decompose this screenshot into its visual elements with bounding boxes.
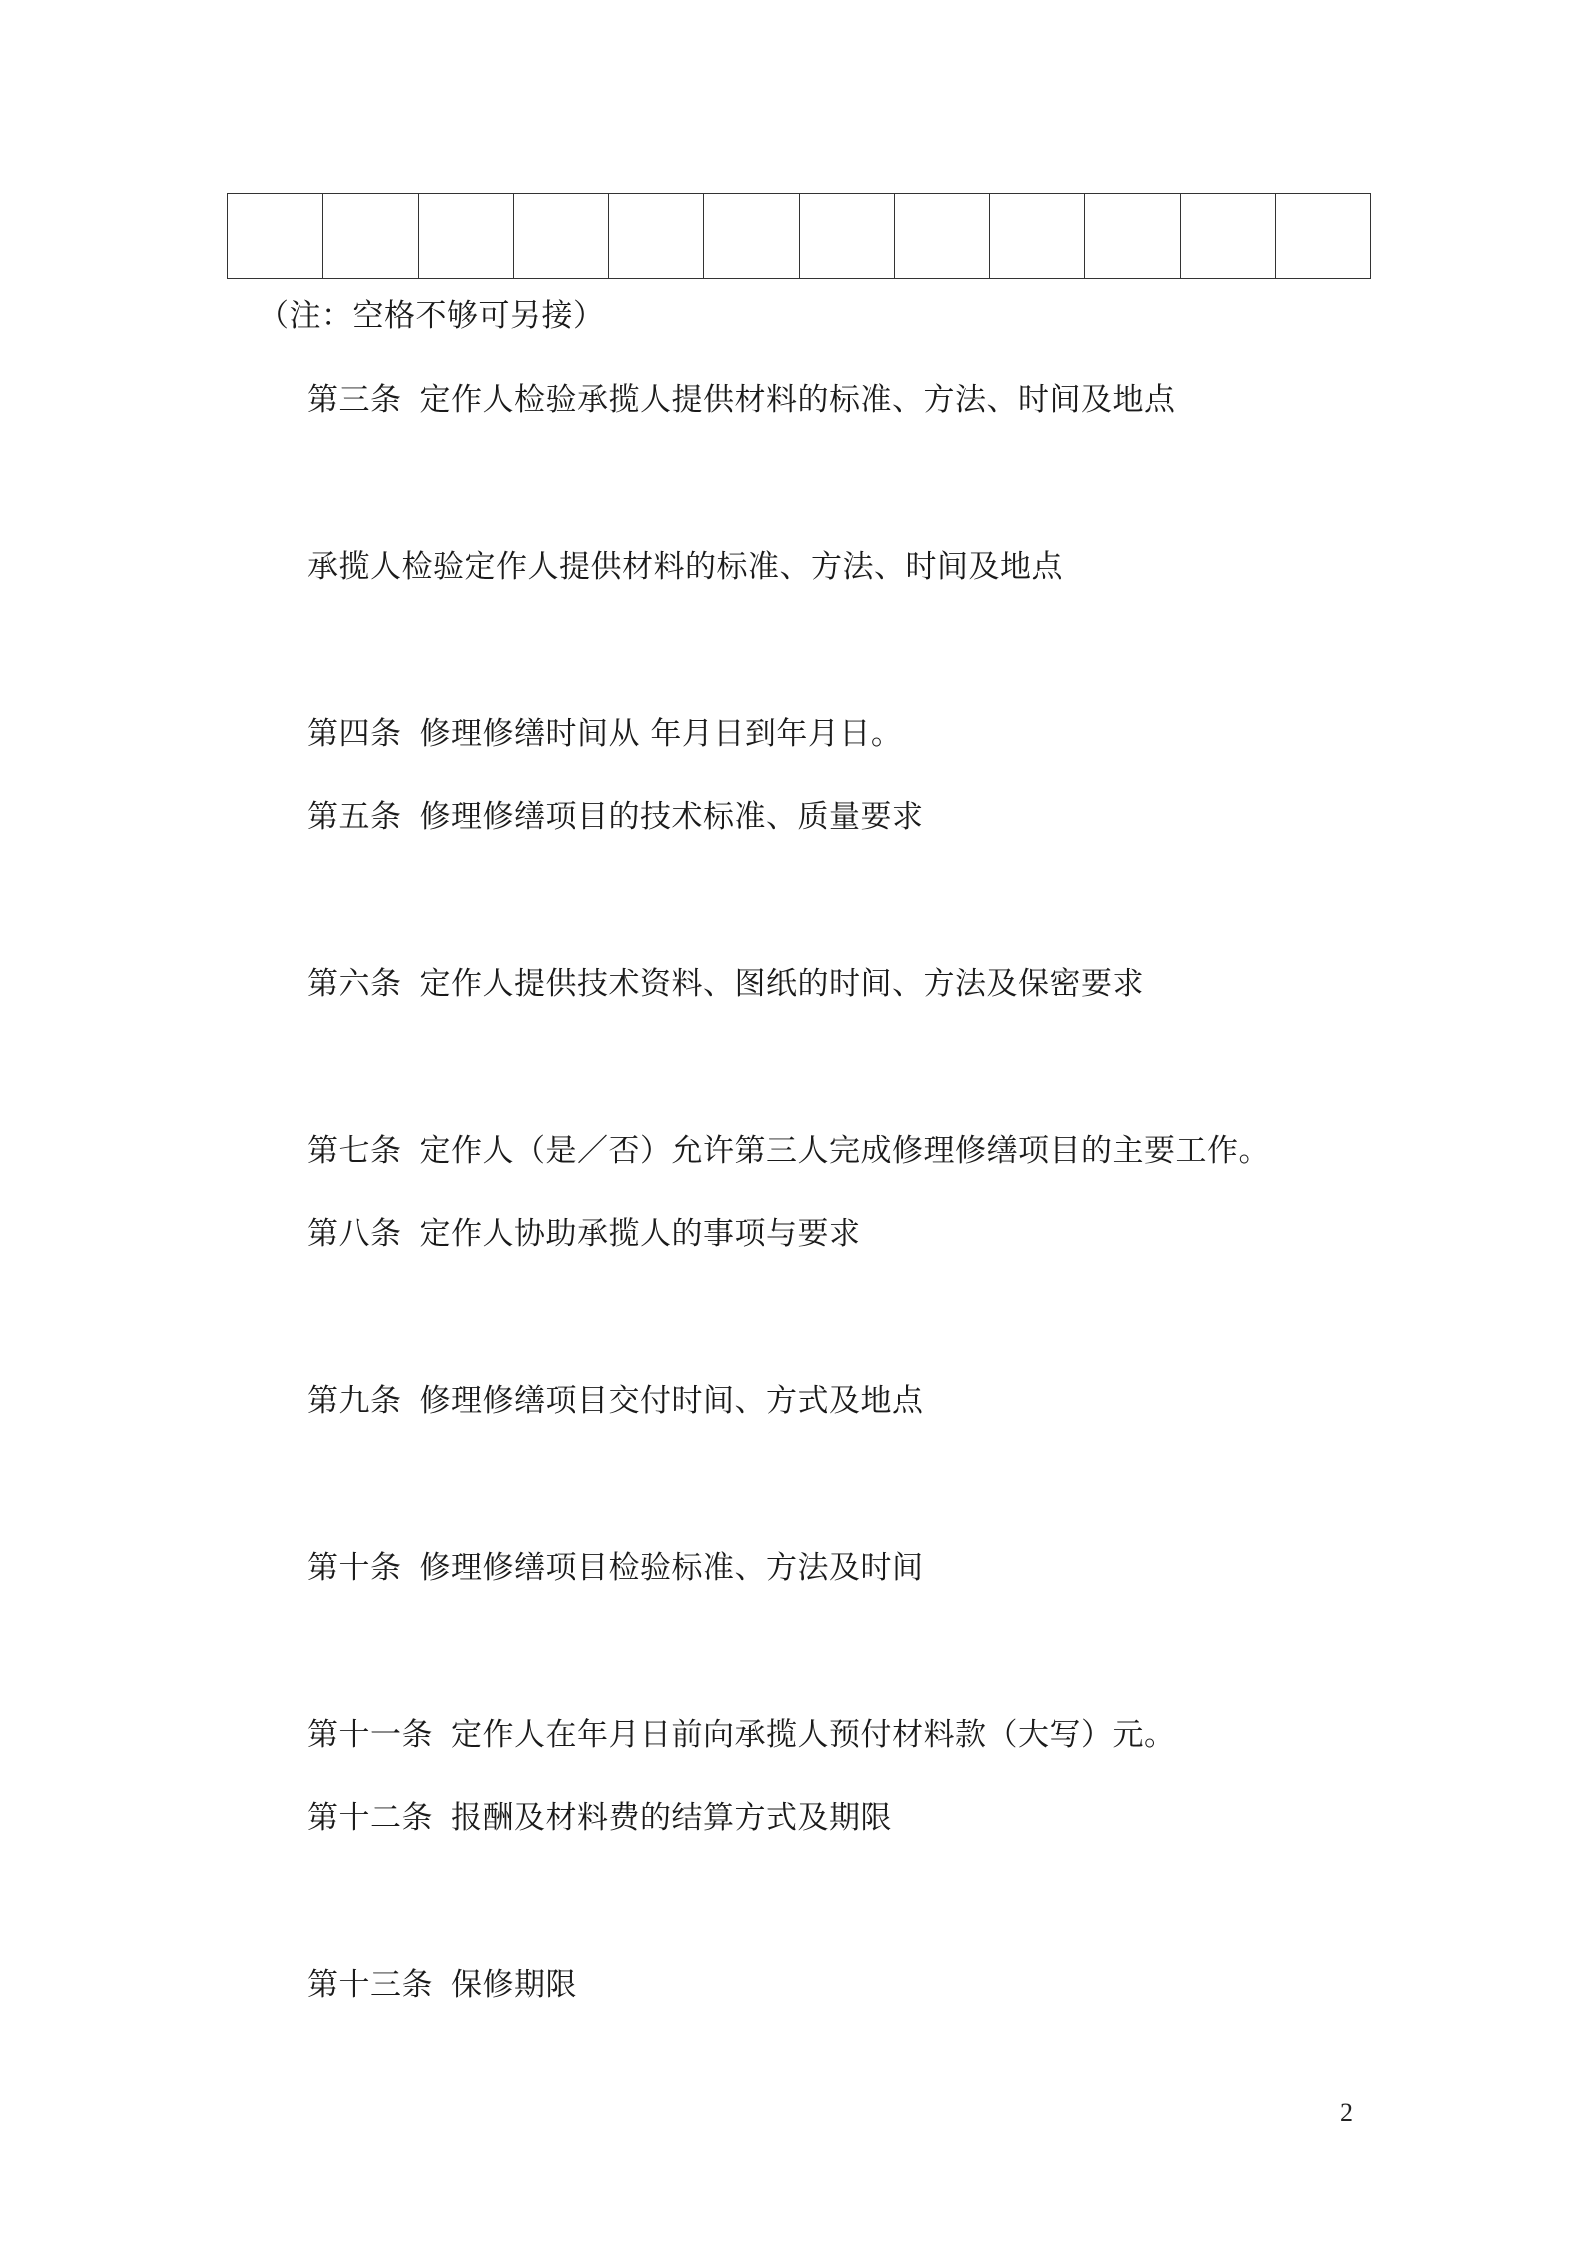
clause-number: 第四条	[307, 716, 402, 752]
table-cell	[1085, 194, 1180, 279]
table-cell	[799, 194, 894, 279]
clause-9	[307, 1381, 924, 1421]
table-cell	[894, 194, 989, 279]
clause-text: 定作人在年月日前向承揽人预付材料款（大写）元。	[451, 1717, 1176, 1753]
clause-text: 定作人提供技术资料、图纸的时间、方法及保密要求	[419, 966, 1144, 1002]
table-cell	[513, 194, 608, 279]
clause-number: 第十条	[307, 1550, 402, 1586]
clause-number: 第十一条	[307, 1717, 433, 1753]
clause-7	[307, 1131, 1270, 1171]
clause-10	[307, 1548, 924, 1588]
clause-number: 第九条	[307, 1383, 402, 1419]
clause-number: 第六条	[307, 966, 402, 1002]
clause-5	[307, 797, 924, 837]
clause-text: 报酬及材料费的结算方式及期限	[451, 1800, 892, 1836]
clause-12	[307, 1798, 892, 1838]
table-note: （注：空格不够可另接）	[258, 298, 605, 334]
table-cell	[228, 194, 323, 279]
clause-6	[307, 964, 1144, 1004]
clause-8	[307, 1214, 861, 1254]
table-cell	[1275, 194, 1370, 279]
clause-number: 第八条	[307, 1216, 402, 1252]
clause-text: 保修期限	[451, 1967, 577, 2003]
clause-text: 承揽人检验定作人提供材料的标准、方法、时间及地点	[307, 549, 1063, 585]
clause-text: 定作人检验承揽人提供材料的标准、方法、时间及地点	[419, 382, 1176, 418]
clause-text: 修理修缮项目交付时间、方式及地点	[419, 1383, 924, 1419]
clause-number: 第三条	[307, 382, 402, 418]
table-cell	[704, 194, 799, 279]
clause-11	[307, 1715, 1176, 1755]
clause-4	[307, 714, 902, 754]
table-cell	[418, 194, 513, 279]
clause-3-continued	[307, 547, 1063, 587]
table-row	[228, 194, 1371, 279]
clause-13	[307, 1965, 577, 2005]
clause-3	[307, 380, 1176, 420]
table-cell	[323, 194, 418, 279]
clause-text: 修理修缮项目检验标准、方法及时间	[419, 1550, 924, 1586]
clause-number: 第七条	[307, 1133, 402, 1169]
table-cell	[1180, 194, 1275, 279]
page-number: 2	[1340, 2098, 1353, 2127]
clause-text: 定作人协助承揽人的事项与要求	[419, 1216, 861, 1252]
clause-number: 第十三条	[307, 1967, 433, 2003]
clause-text: 修理修缮时间从 年月日到年月日。	[419, 716, 903, 752]
blank-grid-table	[227, 193, 1371, 279]
clause-text: 修理修缮项目的技术标准、质量要求	[419, 799, 924, 835]
table-cell	[609, 194, 704, 279]
clause-number: 第五条	[307, 799, 402, 835]
clause-text: 定作人（是／否）允许第三人完成修理修缮项目的主要工作。	[419, 1133, 1270, 1169]
clause-number: 第十二条	[307, 1800, 433, 1836]
table-cell	[990, 194, 1085, 279]
